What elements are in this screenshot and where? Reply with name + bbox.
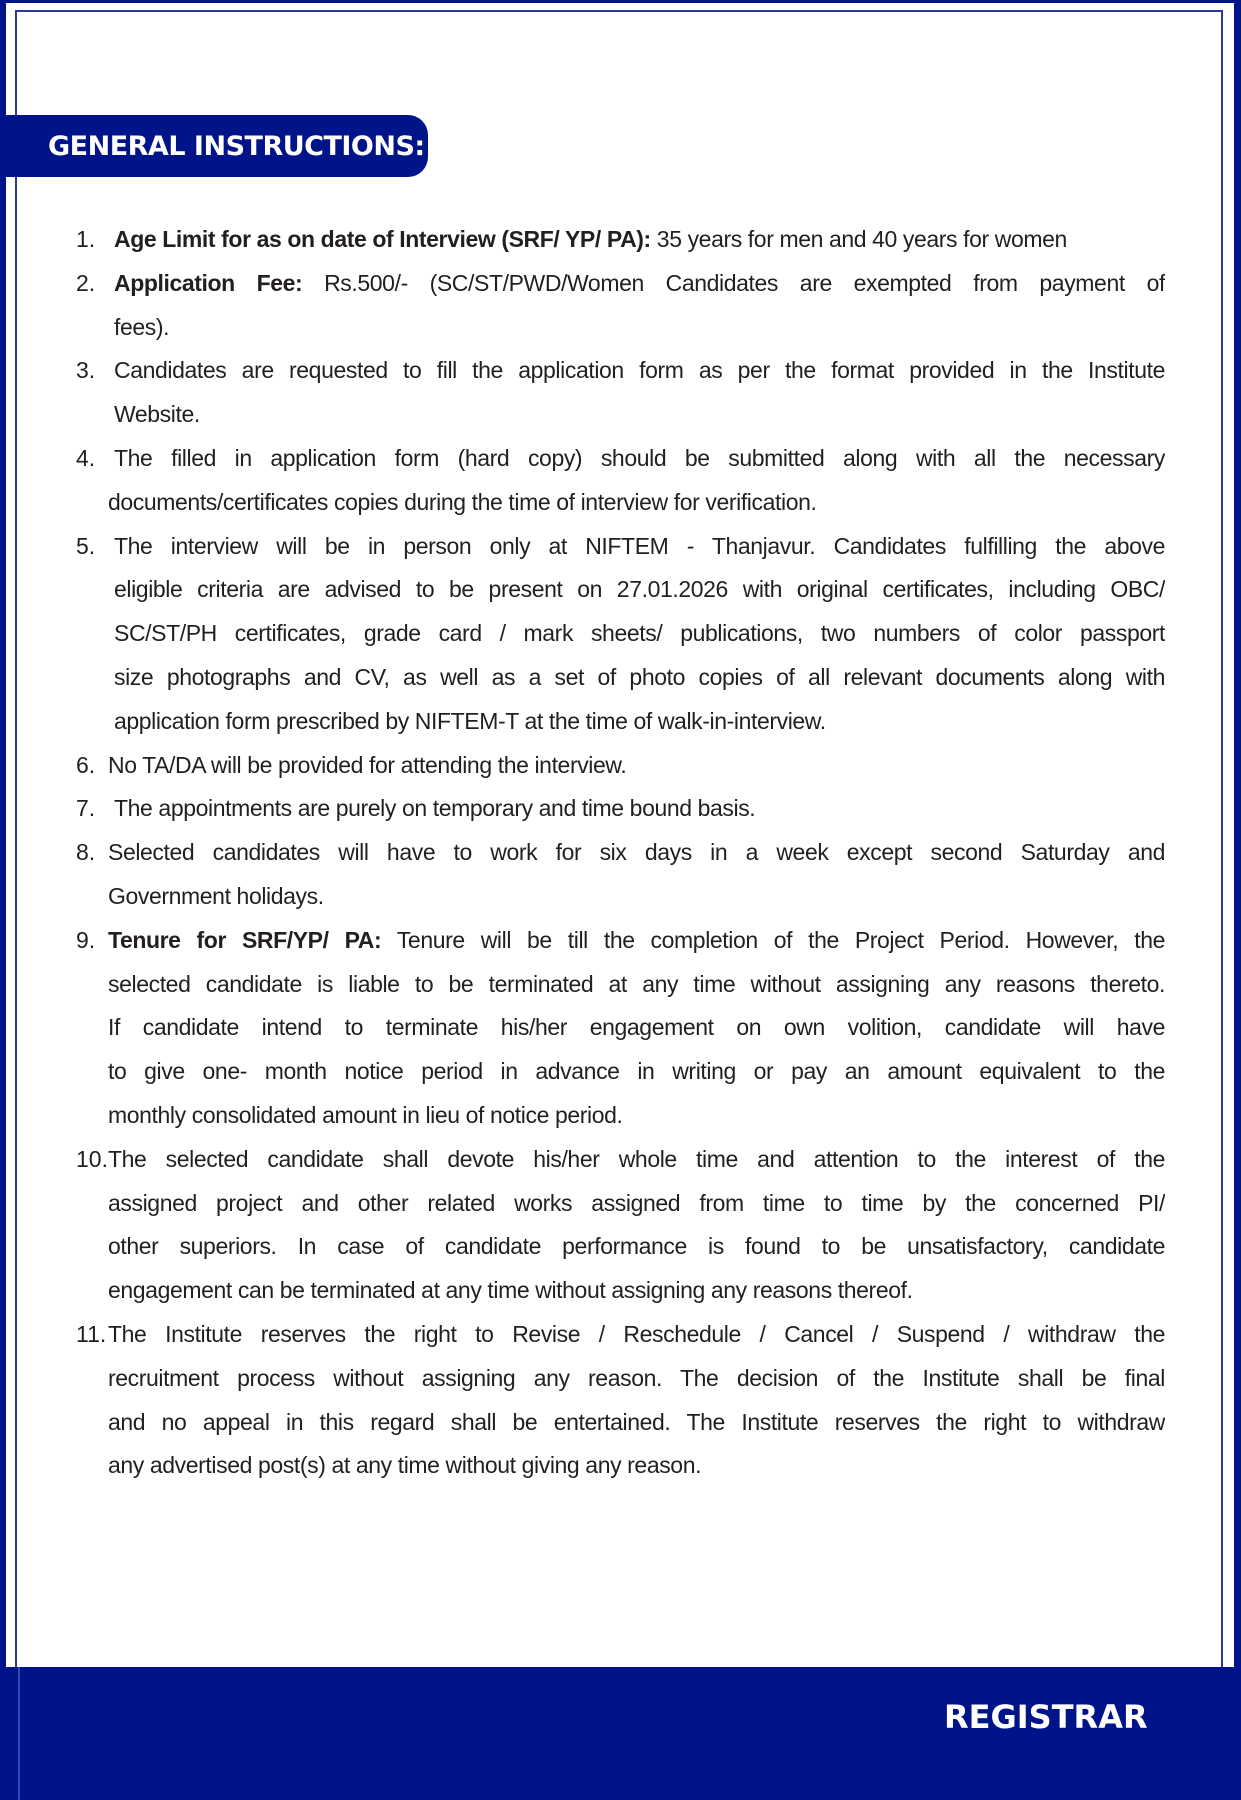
instruction-body: other superiors. In case of candidate performance is found to be unsatisfactory, candidate (108, 1233, 1165, 1260)
instruction-text (108, 1313, 1165, 1357)
instruction-text (114, 612, 1165, 656)
footer-inner-line (18, 1667, 20, 1800)
instruction-line (0, 1357, 1241, 1401)
instruction-line (0, 1182, 1241, 1226)
instruction-body: documents/certificates copies during the time of interview for verification. (108, 488, 817, 515)
instruction-line (0, 656, 1241, 700)
instruction-line (0, 744, 1241, 788)
instruction-line (0, 525, 1241, 569)
instruction-number: 7. (76, 795, 96, 822)
instruction-line (0, 306, 1241, 350)
instruction-body: Government holidays. (108, 882, 324, 909)
instruction-item (0, 349, 1241, 437)
instruction-text (114, 437, 1165, 481)
instruction-text (114, 218, 1165, 262)
instruction-line (0, 919, 1241, 963)
instruction-label: Age Limit for as on date of Interview (SRF/ YP/ PA): (114, 226, 651, 252)
instruction-body: engagement can be terminated at any time without assigning any reasons thereof. (108, 1277, 913, 1304)
instruction-item (0, 744, 1241, 788)
instruction-text (108, 1444, 1165, 1488)
instruction-body: Tenure will be till the completion of the Project Period. However, the (381, 926, 1165, 953)
instruction-text (114, 700, 1165, 744)
instruction-body: selected candidate is liable to be terminated at any time without assigning any reasons thereto. (108, 970, 1165, 997)
instruction-body: Candidates are requested to fill the application form as per the format provided in the Institute (114, 357, 1165, 384)
instruction-line (0, 612, 1241, 656)
instruction-text (108, 481, 1165, 525)
instruction-body: The selected candidate shall devote his/her whole time and attention to the interest of the (108, 1145, 1165, 1172)
instruction-body: The filled in application form (hard copy) should be submitted along with all the necessary (114, 444, 1165, 471)
instruction-body: and no appeal in this regard shall be entertained. The Institute reserves the right to withdraw (108, 1408, 1165, 1435)
instruction-body: application form prescribed by NIFTEM-T at the time of walk-in-interview. (114, 707, 826, 734)
instructions-list (0, 218, 1241, 1488)
instruction-item (0, 262, 1241, 350)
instruction-line (0, 1006, 1241, 1050)
instruction-label: Tenure for SRF/YP/ PA: (108, 926, 382, 953)
instruction-text (114, 525, 1165, 569)
instruction-line (0, 1313, 1241, 1357)
instruction-text (108, 1225, 1165, 1269)
instruction-body: Rs.500/- (SC/ST/PWD/Women Candidates are exempted from payment of (302, 269, 1165, 296)
instruction-body: fees). (114, 313, 170, 340)
instruction-text (108, 1182, 1165, 1226)
instruction-item (0, 218, 1241, 262)
instruction-body: Selected candidates will have to work for six days in a week except second Saturday and (108, 839, 1165, 866)
instruction-line (0, 787, 1241, 831)
instruction-line (0, 875, 1241, 919)
instruction-line (0, 963, 1241, 1007)
instruction-number: 8. (76, 839, 96, 866)
instruction-text (114, 306, 1165, 350)
instruction-line (0, 1138, 1241, 1182)
instruction-item (0, 919, 1241, 1138)
instruction-number: 1. (76, 226, 96, 252)
instruction-text (114, 568, 1165, 612)
instruction-item (0, 787, 1241, 831)
instruction-body: size photographs and CV, as well as a set of photo copies of all relevant documents along with (114, 663, 1165, 690)
instruction-body: monthly consolidated amount in lieu of notice period. (108, 1101, 623, 1128)
section-title: GENERAL INSTRUCTIONS: (48, 130, 425, 162)
instruction-text (108, 1138, 1165, 1182)
instruction-line (0, 349, 1241, 393)
instruction-body: The interview will be in person only at NIFTEM - Thanjavur. Candidates fulfilling the above (114, 532, 1165, 559)
instruction-text (114, 787, 1165, 831)
instruction-body: 35 years for men and 40 years for women (650, 226, 1067, 252)
instruction-body: any advertised post(s) at any time without giving any reason. (108, 1452, 702, 1479)
instruction-text (114, 393, 1165, 437)
instruction-line (0, 481, 1241, 525)
instruction-item (0, 1313, 1241, 1488)
instruction-body: No TA/DA will be provided for attending the interview. (108, 751, 627, 778)
instruction-body: eligible criteria are advised to be present on 27.01.2026 with original certificates, including OBC/ (114, 576, 1165, 603)
instruction-line (0, 262, 1241, 306)
instruction-line (0, 1269, 1241, 1313)
instruction-text (108, 963, 1165, 1007)
instruction-number: 4. (76, 444, 96, 471)
instruction-item (0, 831, 1241, 919)
instruction-line (0, 1444, 1241, 1488)
instruction-body: Website. (114, 401, 200, 428)
instruction-text (114, 349, 1165, 393)
instruction-body: The appointments are purely on temporary and time bound basis. (114, 795, 756, 822)
instruction-text (114, 656, 1165, 700)
instruction-text (108, 831, 1165, 875)
instruction-number: 10. (76, 1145, 108, 1172)
instruction-item (0, 525, 1241, 744)
instruction-number: 6. (76, 751, 96, 778)
instruction-number: 9. (76, 926, 96, 953)
instruction-number: 3. (76, 357, 96, 384)
instruction-line (0, 700, 1241, 744)
instruction-item (0, 1138, 1241, 1313)
instruction-body: to give one- month notice period in advance in writing or pay an amount equivalent to the (108, 1058, 1165, 1085)
instruction-text (114, 262, 1165, 306)
instruction-body: If candidate intend to terminate his/her engagement on own volition, candidate will have (108, 1014, 1165, 1041)
instruction-text (108, 875, 1165, 919)
instruction-line (0, 1050, 1241, 1094)
instruction-line (0, 393, 1241, 437)
signatory-registrar: REGISTRAR (944, 1698, 1148, 1736)
instruction-line (0, 831, 1241, 875)
instruction-body: The Institute reserves the right to Revise / Reschedule / Cancel / Suspend / withdraw the (108, 1320, 1165, 1347)
instruction-label: Application Fee: (114, 269, 303, 296)
instruction-line (0, 437, 1241, 481)
instruction-body: assigned project and other related works assigned from time to time by the concerned PI/ (108, 1189, 1165, 1216)
instruction-line (0, 1401, 1241, 1445)
instruction-text (108, 919, 1165, 963)
instruction-line (0, 218, 1241, 262)
instruction-line (0, 568, 1241, 612)
instruction-body: SC/ST/PH certificates, grade card / mark sheets/ publications, two numbers of color passport (114, 620, 1165, 647)
instruction-text (108, 1401, 1165, 1445)
instruction-number: 2. (76, 269, 96, 296)
instruction-text (108, 1269, 1165, 1313)
instruction-text (108, 1357, 1165, 1401)
instruction-line (0, 1225, 1241, 1269)
instruction-text (108, 744, 1165, 788)
instruction-text (108, 1050, 1165, 1094)
section-header-banner (0, 115, 428, 177)
instruction-number: 11. (76, 1320, 107, 1347)
instruction-text (108, 1006, 1165, 1050)
instruction-item (0, 437, 1241, 525)
instruction-line (0, 1094, 1241, 1138)
instruction-number: 5. (76, 532, 96, 559)
instruction-body: recruitment process without assigning any reason. The decision of the Institute shall be final (108, 1364, 1165, 1391)
instruction-text (108, 1094, 1165, 1138)
